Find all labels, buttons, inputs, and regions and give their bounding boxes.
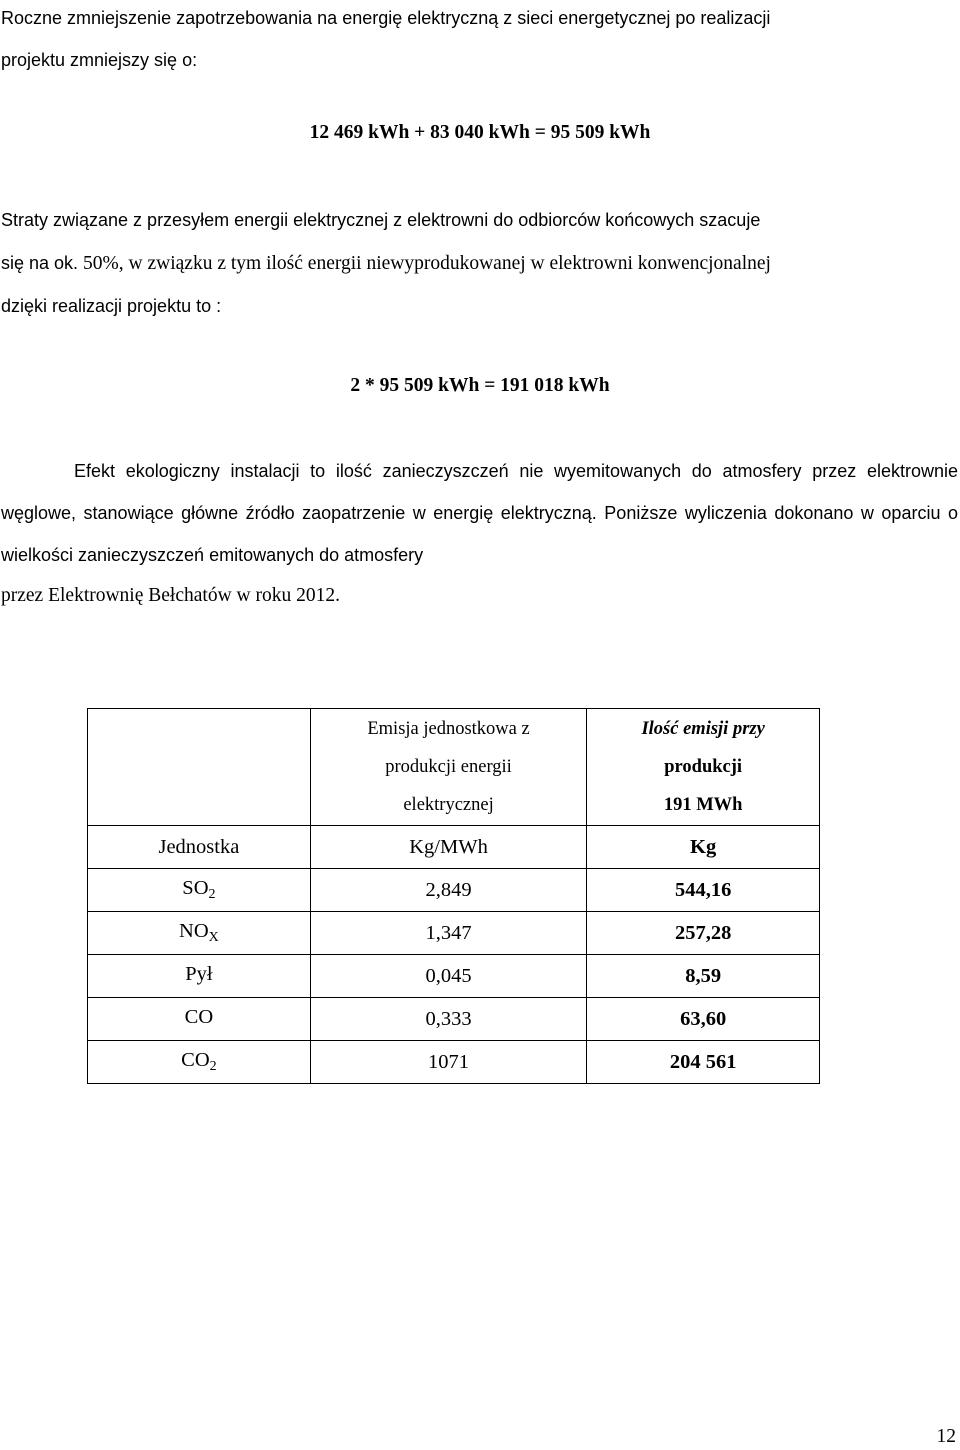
header-col3-line2: produkcji: [664, 757, 743, 777]
paragraph3-line3: Poniższe wyliczenia dokonano w oparciu o wielkości zanieczyszczeń emitowanych do atmosfery: [1, 503, 958, 565]
pollutant-name: NO: [179, 920, 209, 942]
pollutant-subscript: 2: [208, 887, 216, 902]
header-unit-emission: [310, 709, 586, 826]
emission-cell: 1,347: [310, 912, 586, 955]
table-unit-row: [88, 826, 820, 869]
paragraph1-line2: projektu zmniejszy się o:: [1, 50, 198, 70]
paragraph2-line3: dzięki realizacji projektu to :: [1, 296, 222, 316]
pollutant-subscript: X: [208, 930, 219, 945]
header-col3-line1: Ilość emisji przy: [641, 719, 765, 739]
table-row: [88, 998, 820, 1041]
table-row: [88, 1041, 820, 1084]
pollutant-name: Pył: [185, 963, 213, 985]
paragraph3-line2: przez elektrownie węglowe, stanowiące główne źródło zaopatrzenie w energię elektryczną.: [1, 461, 958, 523]
unit-amount-cell: Kg: [587, 826, 820, 869]
paragraph3-line1: Efekt ekologiczny instalacji to ilość zanieczyszczeń nie wyemitowanych do atmosfery: [74, 461, 802, 481]
pollutant-name: CO: [181, 1049, 210, 1071]
amount-cell: 257,28: [587, 912, 820, 955]
header-col2-line2: produkcji energii: [385, 757, 512, 777]
amount-cell: 544,16: [587, 869, 820, 912]
table-header-row: [88, 709, 820, 826]
header-col2-line3: elektrycznej: [403, 795, 494, 815]
amount-cell: 204 561: [587, 1041, 820, 1084]
emission-cell: 1071: [310, 1041, 586, 1084]
paragraph-transmission-losses: [1, 199, 958, 328]
unit-emission-cell: Kg/MWh: [310, 826, 586, 869]
paragraph1-line1: Roczne zmniejszenie zapotrzebowania na energię elektryczną z sieci energetycznej po realizacji: [1, 8, 771, 28]
paragraph3-line4: przez Elektrownię Bełchatów w roku 2012.: [1, 585, 340, 606]
equation-total-energy: 12 469 kWh + 83 040 kWh = 95 509 kWh: [309, 122, 651, 143]
emission-cell: 0,333: [310, 998, 586, 1041]
header-col3-line3: 191 MWh: [663, 795, 743, 815]
pollutant-name: CO: [184, 1006, 214, 1028]
emission-cell: 0,045: [310, 955, 586, 998]
header-col2-line1: Emisja jednostkowa z: [367, 719, 530, 739]
pollutant-subscript: 2: [209, 1059, 217, 1074]
table-row: [88, 869, 820, 912]
paragraph-belchatow: [1, 575, 958, 617]
pollutant-cell: [88, 1041, 311, 1084]
pollutant-cell: [88, 955, 311, 998]
table-row: [88, 912, 820, 955]
pollutant-cell: [88, 869, 311, 912]
paragraph-ecological-effect: [1, 450, 958, 576]
header-emission-amount: [587, 709, 820, 826]
pollutant-name: SO: [182, 877, 209, 899]
pollutant-cell: [88, 912, 311, 955]
table-row: [88, 955, 820, 998]
unit-label-cell: Jednostka: [88, 826, 311, 869]
amount-cell: 63,60: [587, 998, 820, 1041]
paragraph2-line1: Straty związane z przesyłem energii elektrycznej z elektrowni do odbiorców końcowych szacuje: [1, 210, 761, 230]
paragraph-energy-reduction: [1, 0, 958, 81]
paragraph2-line2-rest: 50%, w związku z tym ilość energii niewyprodukowanej w elektrowni konwencjonalnej: [83, 253, 771, 274]
amount-cell: 8,59: [587, 955, 820, 998]
emission-cell: 2,849: [310, 869, 586, 912]
paragraph2-line2-start: się na ok.: [1, 253, 84, 273]
equation-doubled-energy: 2 * 95 509 kWh = 191 018 kWh: [350, 375, 610, 396]
pollutant-cell: [88, 998, 311, 1041]
header-empty-cell: [88, 709, 311, 826]
emissions-table: [87, 708, 820, 1084]
page-number: 12: [936, 1426, 956, 1447]
